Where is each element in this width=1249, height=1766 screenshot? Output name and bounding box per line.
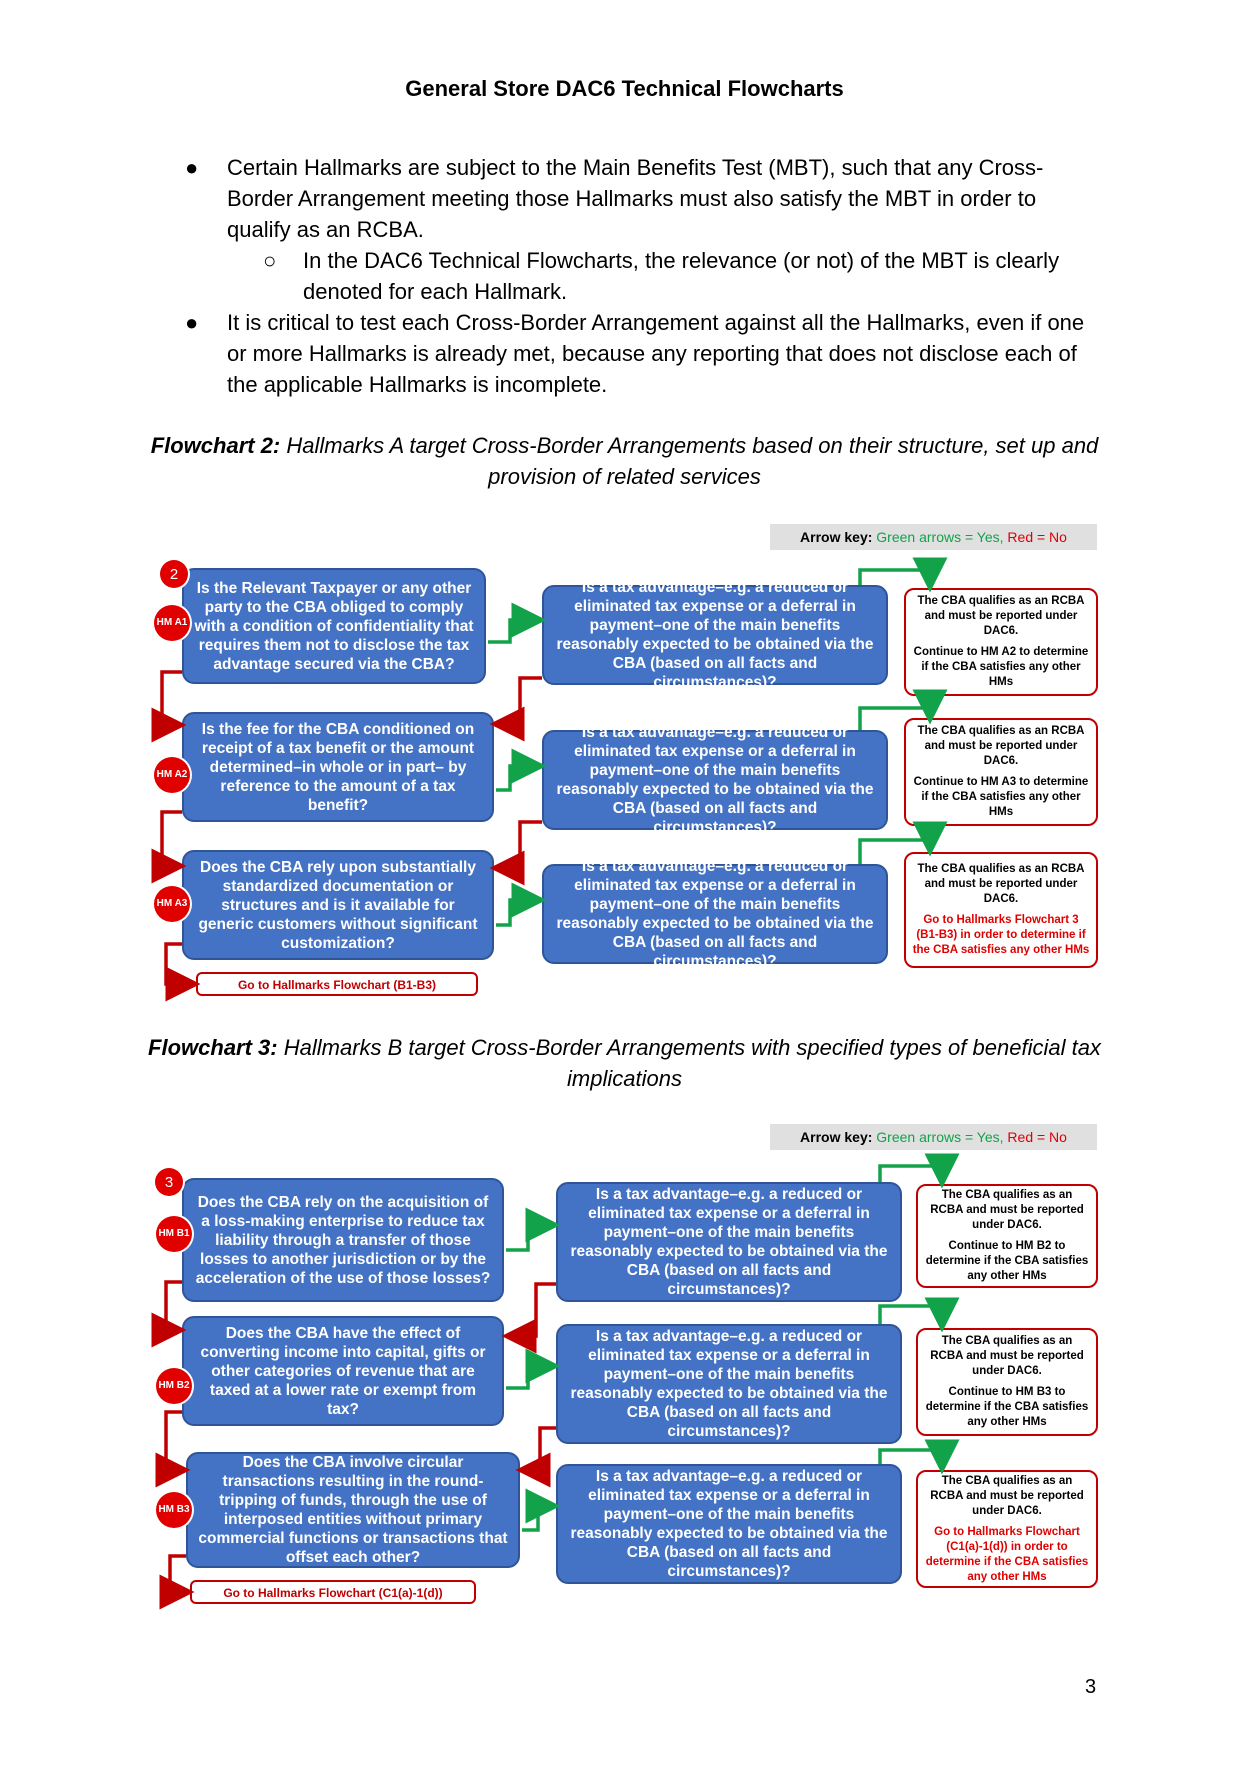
yes-arrow	[880, 1306, 942, 1324]
hm-badge-a3: HM A3	[154, 886, 190, 922]
hm-badge-a2: HM A2	[154, 757, 190, 793]
mbt-box-b1: Is a tax advantage–e.g. a reduced or eliminated tax expense or a deferral in payment–one of the main benefits reasonably expected to be obtained via the CBA (based on all facts and circumstances)?	[556, 1182, 902, 1302]
question-box-b3: Does the CBA involve circular transactions resulting in the round-tripping of funds, through the use of interposed entities without primary commercial functions or transactions that offset each other?	[186, 1452, 520, 1568]
flowchart3-title: Flowchart 3: Hallmarks B target Cross-Border Arrangements with specified types of beneficial tax implications	[148, 1035, 1101, 1091]
bullet-item: ● It is critical to test each Cross-Border Arrangement against all the Hallmarks, even if one or more Hallmarks is already met, because any reporting that does not disclose each of the applicable Hallmarks is incomplete.	[185, 307, 1105, 400]
bullet-icon: ●	[185, 310, 199, 335]
bullet-icon: ●	[185, 155, 199, 180]
no-arrow	[162, 672, 182, 725]
yes-arrow	[880, 1450, 942, 1464]
mbt-box-a3: Is a tax advantage–e.g. a reduced or eliminated tax expense or a deferral in payment–one of the main benefits reasonably expected to be obtained via the CBA (based on all facts and circumstances)?	[542, 864, 888, 964]
no-arrow	[166, 1282, 182, 1330]
result-box-a1: The CBA qualifies as an RCBA and must be reported under DAC6. Continue to HM A2 to determine if the CBA satisfies any other HMs	[904, 588, 1098, 696]
arrow-key: Arrow key: Green arrows = Yes, Red = No	[770, 524, 1097, 550]
hm-badge-b3: HM B3	[156, 1492, 192, 1528]
yes-arrow	[506, 1366, 550, 1388]
arrow-key: Arrow key: Green arrows = Yes, Red = No	[770, 1124, 1097, 1150]
hm-badge-b2: HM B2	[156, 1368, 192, 1404]
question-box-a1: Is the Relevant Taxpayer or any other party to the CBA obliged to comply with a condition of confidentiality that requires them not to disclose the tax advantage secured via the CBA?	[182, 568, 486, 684]
yes-arrow	[860, 840, 930, 864]
no-arrow	[512, 1284, 556, 1336]
yes-arrow	[860, 708, 930, 730]
question-box-b2: Does the CBA have the effect of converting income into capital, gifts or other categories of revenue that are taxed at a lower rate or exempt from tax?	[182, 1316, 504, 1426]
result-box-b1: The CBA qualifies as an RCBA and must be reported under DAC6. Continue to HM B2 to determine if the CBA satisfies any other HMs	[916, 1184, 1098, 1288]
goto-box-c1: Go to Hallmarks Flowchart (C1(a)-1(d))	[190, 1580, 476, 1604]
mbt-box-b3: Is a tax advantage–e.g. a reduced or eliminated tax expense or a deferral in payment–one of the main benefits reasonably expected to be obtained via the CBA (based on all facts and circumstances)?	[556, 1464, 902, 1584]
result-box-a2: The CBA qualifies as an RCBA and must be reported under DAC6. Continue to HM A3 to determine if the CBA satisfies any other HMs	[904, 718, 1098, 826]
yes-arrow	[496, 766, 536, 790]
circle-bullet-icon: ○	[263, 248, 277, 273]
no-arrow	[170, 1556, 186, 1592]
question-box-b1: Does the CBA rely on the acquisition of a loss-making enterprise to reduce tax liability through a transfer of those losses to another jurisdiction or by the acceleration of the use of those losses?	[182, 1178, 504, 1302]
hm-badge-b1: HM B1	[156, 1216, 192, 1252]
yes-arrow	[880, 1166, 942, 1182]
flowchart-number-badge: 2	[160, 560, 188, 588]
no-arrow	[500, 678, 542, 724]
yes-arrow	[488, 620, 536, 642]
yes-arrow	[522, 1506, 550, 1530]
yes-arrow	[496, 900, 536, 925]
no-arrow	[162, 812, 182, 866]
yes-arrow	[506, 1225, 550, 1250]
flowchart2-title: Flowchart 2: Hallmarks A target Cross-Border Arrangements based on their structure, set up and provision of related services	[150, 433, 1099, 489]
hm-badge-a1: HM A1	[154, 605, 190, 641]
mbt-box-b2: Is a tax advantage–e.g. a reduced or eliminated tax expense or a deferral in payment–one of the main benefits reasonably expected to be obtained via the CBA (based on all facts and circumstances)?	[556, 1324, 902, 1444]
mbt-box-a2: Is a tax advantage–e.g. a reduced or eliminated tax expense or a deferral in payment–one of the main benefits reasonably expected to be obtained via the CBA (based on all facts and circumstances)?	[542, 730, 888, 830]
result-box-b2: The CBA qualifies as an RCBA and must be reported under DAC6. Continue to HM B3 to determine if the CBA satisfies any other HMs	[916, 1328, 1098, 1436]
page-title: General Store DAC6 Technical Flowcharts	[405, 76, 844, 101]
goto-box-b1-b3: Go to Hallmarks Flowchart (B1-B3)	[196, 972, 478, 996]
question-box-a2: Is the fee for the CBA conditioned on receipt of a tax benefit or the amount determined–in whole or in part– by reference to the amount of a tax benefit?	[182, 712, 494, 822]
page-number: 3	[1085, 1676, 1097, 1698]
mbt-box-a1: Is a tax advantage–e.g. a reduced or eliminated tax expense or a deferral in payment–one of the main benefits reasonably expected to be obtained via the CBA (based on all facts and circumstances)?	[542, 585, 888, 685]
flowchart-number-badge: 3	[155, 1168, 183, 1196]
no-arrow	[500, 822, 542, 868]
no-arrow	[166, 1412, 182, 1470]
bullet-item: ● Certain Hallmarks are subject to the Main Benefits Test (MBT), such that any Cross-Border Arrangement meeting those Hallmarks must also satisfy the MBT in order to qualify as an RCBA.	[185, 152, 1105, 245]
result-box-a3: The CBA qualifies as an RCBA and must be reported under DAC6. Go to Hallmarks Flowchart 3 (B1-B3) in order to determine if the CBA satisfies any other HMs	[904, 852, 1098, 968]
no-arrow	[166, 944, 190, 984]
yes-arrow	[860, 570, 930, 585]
question-box-a3: Does the CBA rely upon substantially standardized documentation or structures and is it available for generic customers without significant customization?	[182, 850, 494, 960]
sub-bullet-item: ○ In the DAC6 Technical Flowcharts, the relevance (or not) of the MBT is clearly denoted for each Hallmark.	[185, 245, 1105, 307]
no-arrow	[526, 1428, 556, 1470]
result-box-b3: The CBA qualifies as an RCBA and must be reported under DAC6. Go to Hallmarks Flowchart (C1(a)-1(d)) in order to determine if the CBA satisfies any other HMs	[916, 1470, 1098, 1588]
